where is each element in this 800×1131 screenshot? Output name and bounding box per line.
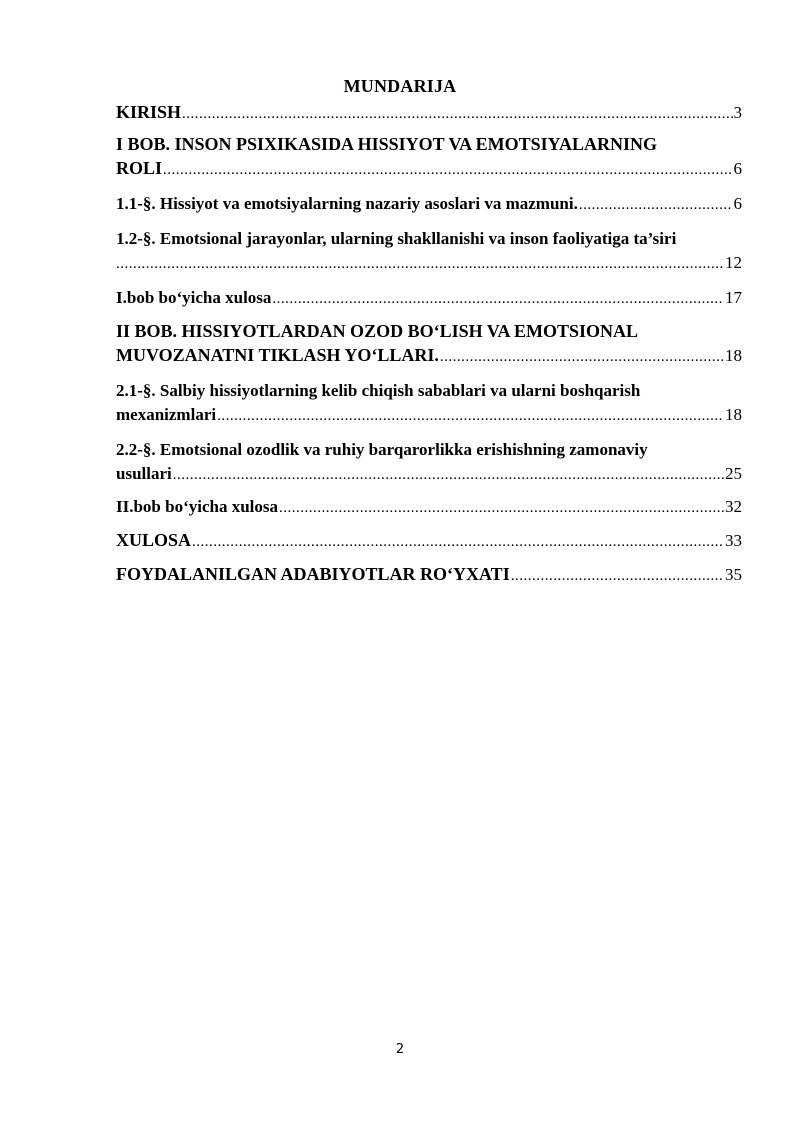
toc-page-number: 6 — [733, 159, 742, 178]
dot-leader — [272, 287, 724, 311]
toc-entry-section-1-2[interactable] — [116, 227, 742, 276]
toc-entry-section-2-1[interactable] — [116, 379, 742, 428]
page-number: 2 — [395, 1042, 405, 1057]
dot-leader — [579, 193, 733, 217]
toc-page-number: 33 — [725, 531, 742, 550]
toc-entry-title: I.bob bo‘yicha xulosa — [116, 288, 272, 307]
toc-page-number: 18 — [725, 405, 742, 424]
toc-page-number: 6 — [733, 194, 742, 213]
toc-entry-section-1-1[interactable] — [116, 192, 742, 217]
toc-entry-title: 2.1-§. Salbiy hissiyotlarning kelib chiqish sabablari va ularni boshqarish — [116, 381, 641, 400]
toc-entry-kirish[interactable] — [116, 100, 742, 126]
toc-entry-chapter-1-summary[interactable] — [116, 286, 742, 311]
dot-leader — [192, 530, 724, 554]
toc-entry-title-continued: usullari — [116, 464, 172, 483]
table-of-contents — [116, 100, 742, 588]
toc-page-number: 35 — [725, 565, 742, 584]
dot-leader — [116, 252, 724, 276]
toc-entry-title: II BOB. HISSIYOTLARDAN OZOD BO‘LISH VA EMOTSIONAL — [116, 321, 638, 341]
page-title: MUNDARIJA — [343, 76, 457, 96]
toc-entry-title-continued: mexanizmlari — [116, 405, 217, 424]
toc-entry-title-continued: MUVOZANATNI TIKLASH YO‘LLARI. — [116, 345, 439, 365]
toc-entry-chapter-2-summary[interactable] — [116, 495, 742, 520]
toc-entry-title: 1.1-§. Hissiyot va emotsiyalarning nazariy asoslari va mazmuni. — [116, 194, 578, 213]
toc-page-number: 25 — [725, 464, 742, 483]
toc-entry-title: FOYDALANILGAN ADABIYOTLAR RO‘YXATI — [116, 564, 510, 584]
toc-page-number: 12 — [725, 253, 742, 272]
dot-leader — [511, 564, 724, 588]
dot-leader — [182, 102, 732, 126]
dot-leader — [163, 158, 732, 182]
toc-page-number: 17 — [725, 288, 742, 307]
toc-entry-title: 1.2-§. Emotsional jarayonlar, ularning shakllanishi va inson faoliyatiga ta’siri — [116, 229, 677, 248]
toc-entry-title: KIRISH — [116, 102, 182, 122]
dot-leader — [173, 463, 724, 487]
dot-leader — [440, 345, 724, 369]
toc-entry-title: 2.2-§. Emotsional ozodlik va ruhiy barqarorlikka erishishning zamonaviy — [116, 440, 648, 459]
toc-page-number: 3 — [733, 103, 742, 122]
dot-leader — [217, 404, 724, 428]
toc-entry-bibliography[interactable] — [116, 562, 742, 588]
toc-page-number: 32 — [725, 497, 742, 516]
toc-entry-chapter-1[interactable] — [116, 132, 742, 182]
toc-entry-title: I BOB. INSON PSIXIKASIDA HISSIYOT VA EMOTSIYALARNING — [116, 134, 658, 154]
toc-page-number: 18 — [725, 346, 742, 365]
toc-entry-section-2-2[interactable] — [116, 438, 742, 487]
toc-entry-title: II.bob bo‘yicha xulosa — [116, 497, 279, 516]
dot-leader — [279, 496, 724, 520]
toc-entry-title: XULOSA — [116, 530, 192, 550]
toc-entry-conclusion[interactable] — [116, 528, 742, 554]
toc-entry-title-continued: ROLI — [116, 158, 163, 178]
toc-entry-chapter-2[interactable] — [116, 319, 742, 369]
